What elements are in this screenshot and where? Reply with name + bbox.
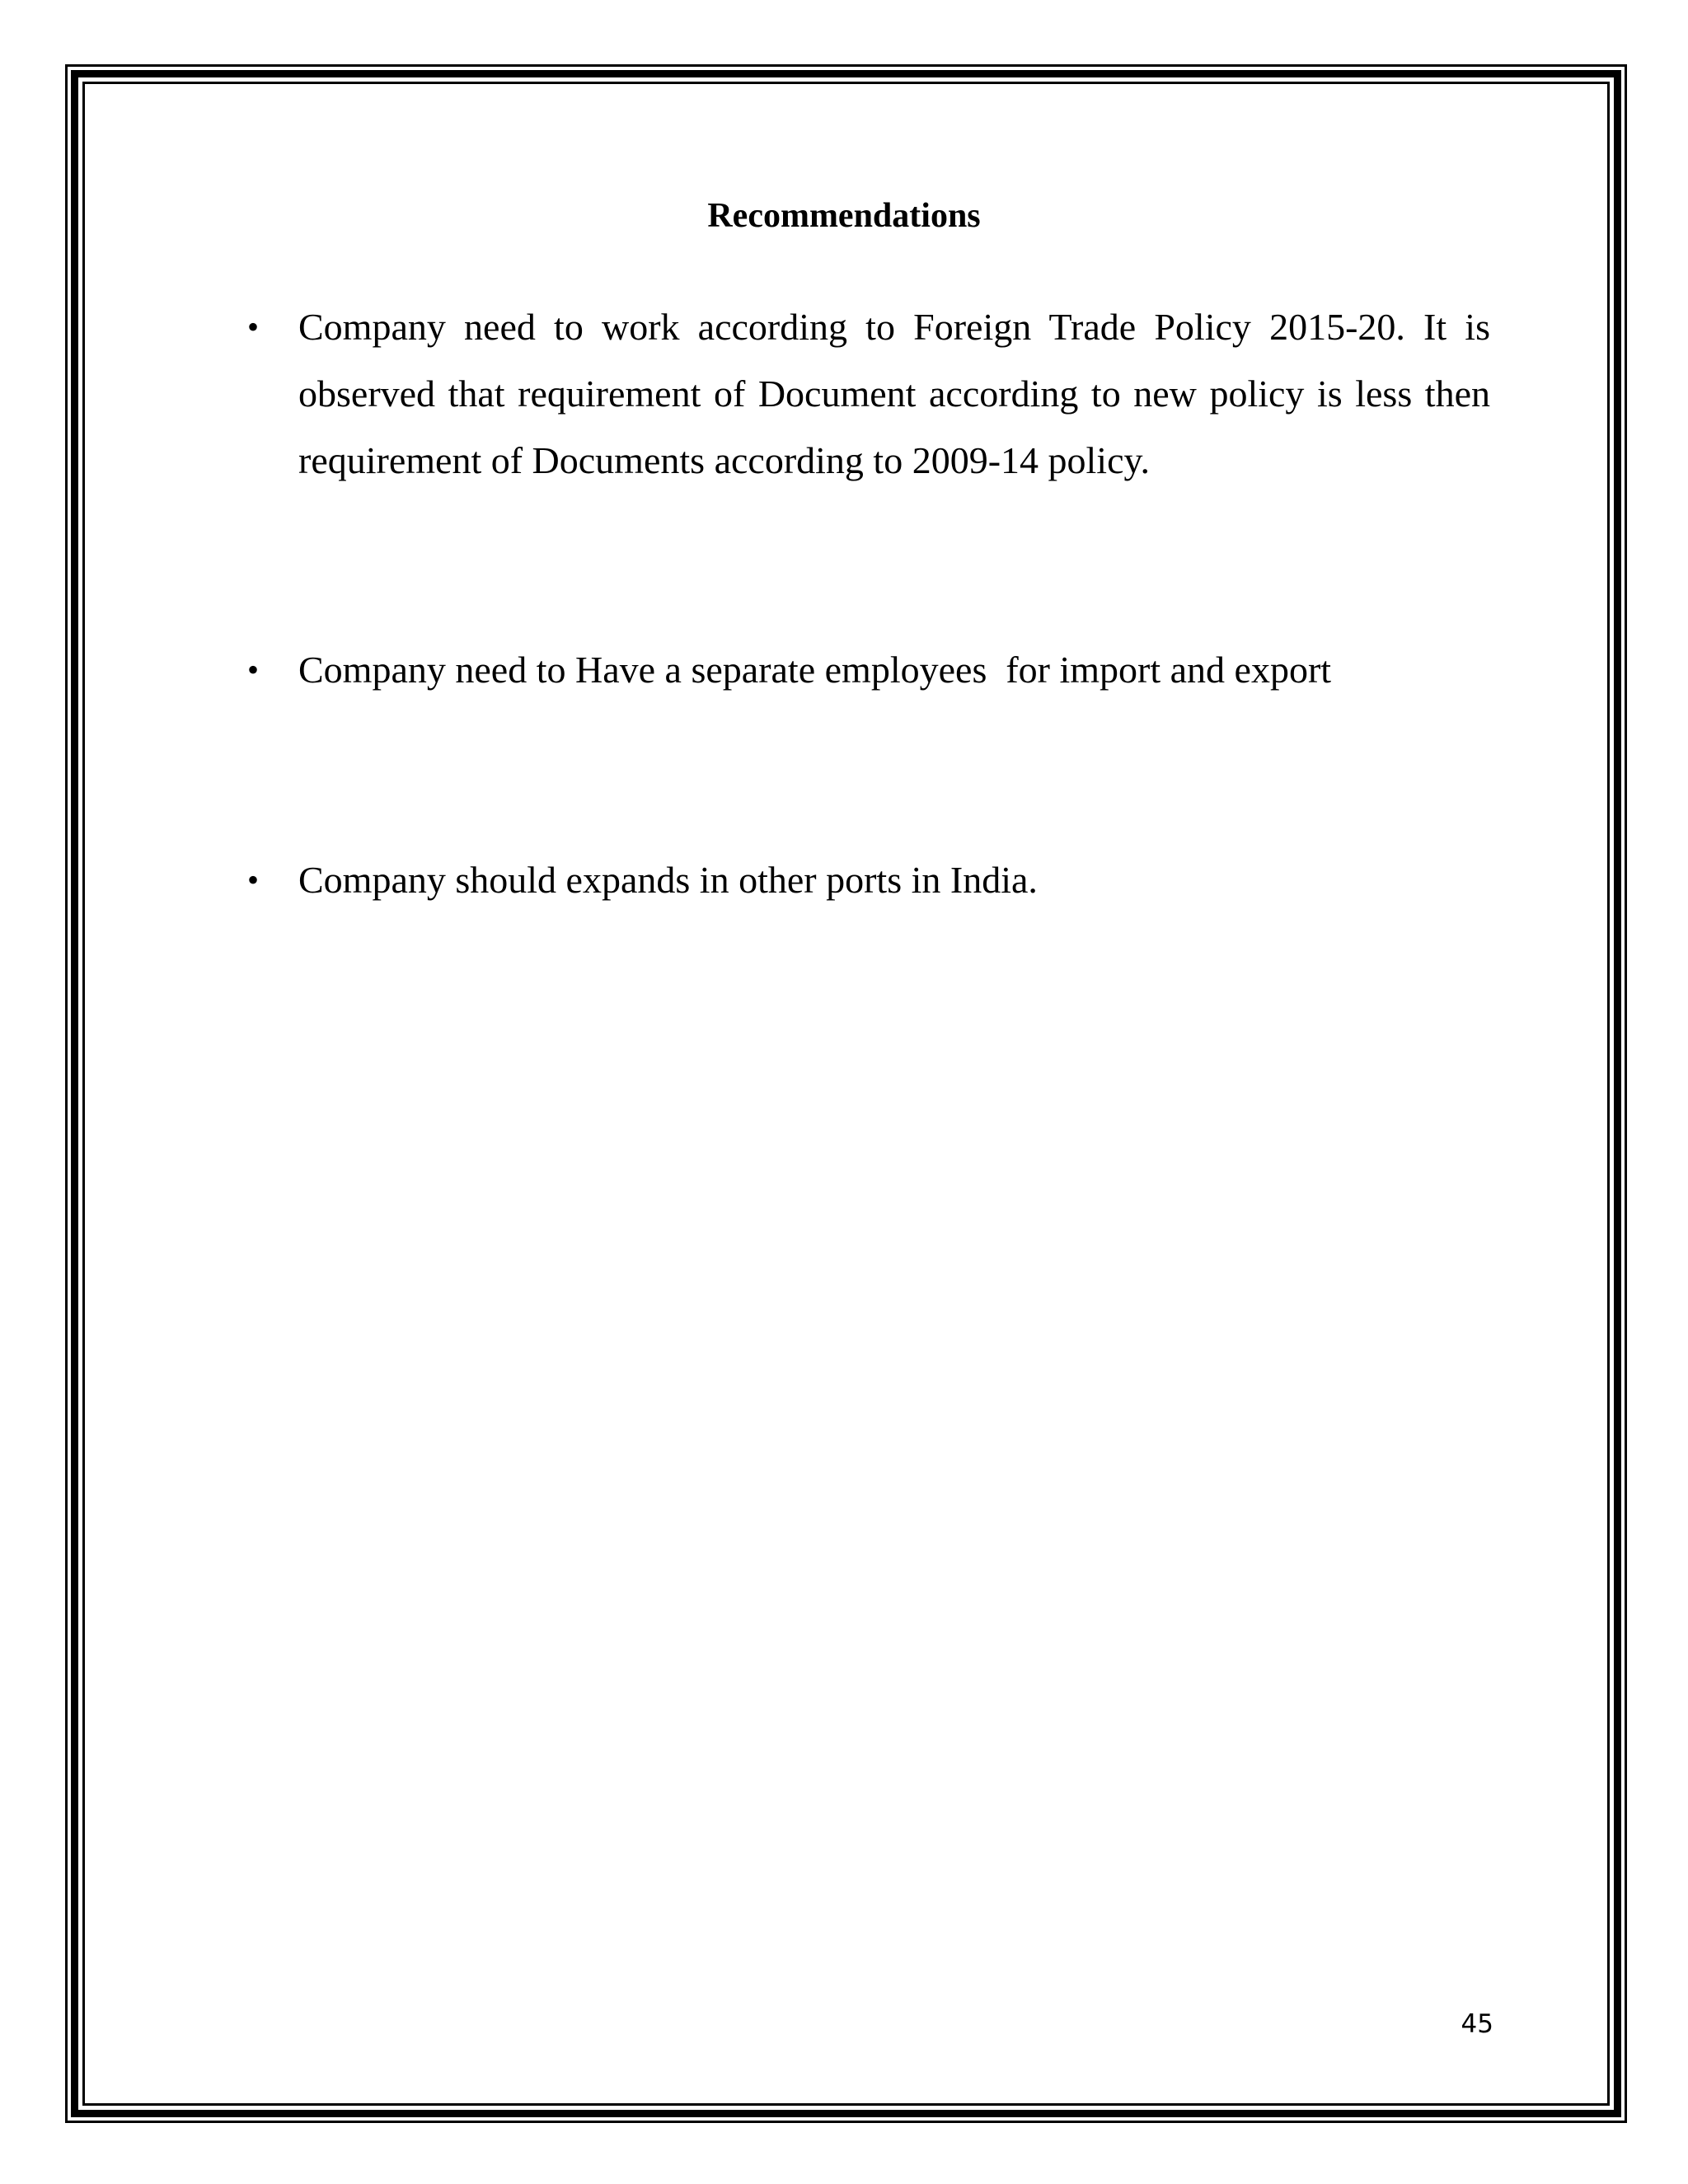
recommendation-text: Company need to Have a separate employees for import and export	[298, 649, 1332, 691]
list-item	[247, 636, 1490, 703]
bullet-icon: •	[247, 308, 260, 345]
recommendation-text: Company need to work according to Foreign Trade Policy 2015-20. It is observed that requirement of Document according to new policy is less then requirement of Documents according to 2009-14 policy.	[298, 306, 1490, 481]
bullet-icon: •	[247, 861, 260, 898]
list-item	[247, 293, 1490, 494]
bullet-icon: •	[247, 651, 260, 688]
recommendation-text: Company should expands in other ports in India.	[298, 859, 1038, 901]
page-number: 45	[1461, 2009, 1493, 2039]
list-item	[247, 846, 1490, 913]
page-heading: Recommendations	[707, 197, 981, 235]
